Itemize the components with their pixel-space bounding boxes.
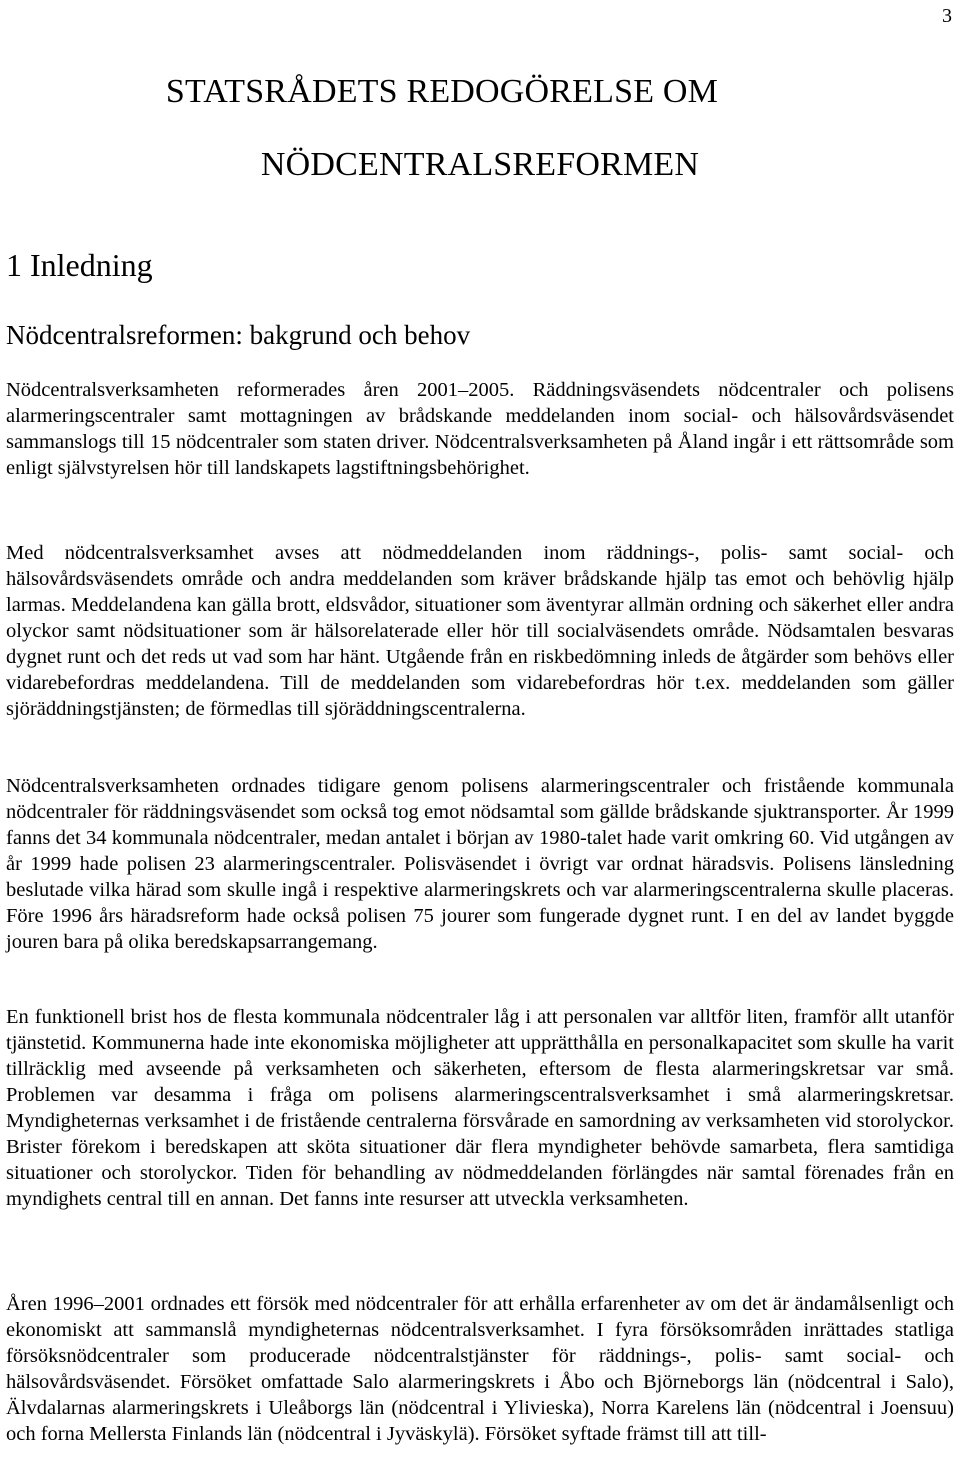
page-number: 3 — [942, 5, 952, 27]
paragraph-1: Nödcentralsverksamheten reformerades åren 2001–2005. Räddningsväsendets nödcentraler och polisens alarmeringscentraler samt mottagningen av brådskande meddelanden inom social- och hälsovårdsväsendet sammanslogs till 15 nödcentraler som staten driver. Nödcentralsverksamheten på Åland ingår i ett rättsområde som enligt självstyrelsen hör till landskapets lagstiftningsbehörighet. — [6, 379, 954, 479]
paragraph-2: Med nödcentralsverksamhet avses att nödmeddelanden inom räddnings-, polis- samt social- och hälsovårdsväsendets område och andra meddelanden som kräver brådskande hjälp tas emot och behövlig hjälp larmas. Meddelandena kan gälla brott, eldsvådor, situationer som äventyrar allmän ordning och säkerhet eller andra olyckor samt nödsituationer som är hälsorelaterade eller hör till socialväsendets område. Nödsamtalen besvaras dygnet runt och det reds ut vad som har hänt. Utgående från en riskbedömning inleds de åtgärder som behövs eller vidarebefordras meddelandena. Till de meddelanden som vidarebefordras hör t.ex. meddelanden som gäller sjöräddningstjänsten; de förmedlas till sjöräddningscentralerna. — [6, 542, 954, 720]
paragraph-5: Åren 1996–2001 ordnades ett försök med nödcentraler för att erhålla erfarenheter av om det är ändamålsenligt och ekonomiskt att sammanslå myndigheternas nödcentralsverksamhet. I fyra försöksområden inrättades statliga försöksnödcentraler som producerade nödcentralstjänster för räddnings-, polis- samt social- och hälsovårdsväsendet. Försöket omfattade Salo alarmeringskrets i Åbo och Björneborgs län (nödcentral i Salo), Älvdalarnas alarmeringskrets i Uleåborgs län (nödcentral i Ylivieska), Norra Karelens län (nödcentral i Joensuu) och forna Mellersta Finlands län (nödcentral i Jyväskylä). Försöket syftade främst till att till- — [6, 1293, 954, 1445]
document-title-line-1: STATSRÅDETS REDOGÖRELSE OM — [165, 73, 719, 110]
section-subheading: Nödcentralsreformen: bakgrund och behov — [6, 320, 471, 350]
document-title-line-2: NÖDCENTRALSREFORMEN — [260, 146, 700, 183]
paragraph-4: En funktionell brist hos de flesta kommunala nödcentraler låg i att personalen var alltför liten, framför allt utanför tjänstetid. Kommunerna hade inte ekonomiska möjligheter att upprätthålla en personalkapacitet som skulle ha varit tillräcklig med avseende på verksamheten och säkerheten, eftersom de flesta alarmeringskretsar var små. Problemen var desamma i fråga om polisens alarmeringscentralsverksamhet i små alarmeringskretsar. Myndigheternas verksamhet i de fristående centralerna försvårade en samordning av verksamheten vid storolyckor. Brister förekom i beredskapen att sköta situationer där flera myndigheter behövde samarbeta, flera samtidiga situationer och storolyckor. Tiden för behandling av nödmeddelanden förlängdes när samtal förenades från en myndighets central till en annan. Det fanns inte resurser att utveckla verksamheten. — [6, 1006, 954, 1210]
section-heading: 1 Inledning — [6, 247, 153, 283]
paragraph-3: Nödcentralsverksamheten ordnades tidigare genom polisens alarmeringscentraler och fristående kommunala nödcentraler för räddningsväsendet som också tog emot nödsamtal som gällde brådskande sjuktransporter. År 1999 fanns det 34 kommunala nödcentraler, medan antalet i början av 1980-talet hade varit omkring 60. Vid utgången av år 1999 hade polisen 23 alarmeringscentraler. Polisväsendet i övrigt var ordnat häradsvis. Polisens länsledning beslutade vilka härad som skulle ingå i respektive alarmeringskrets och var alarmeringscentralerna skulle placeras. Före 1996 års häradsreform hade också polisen 75 jourer som fungerade dygnet runt. I en del av landet byggde jouren bara på olika beredskapsarrangemang. — [6, 775, 954, 953]
